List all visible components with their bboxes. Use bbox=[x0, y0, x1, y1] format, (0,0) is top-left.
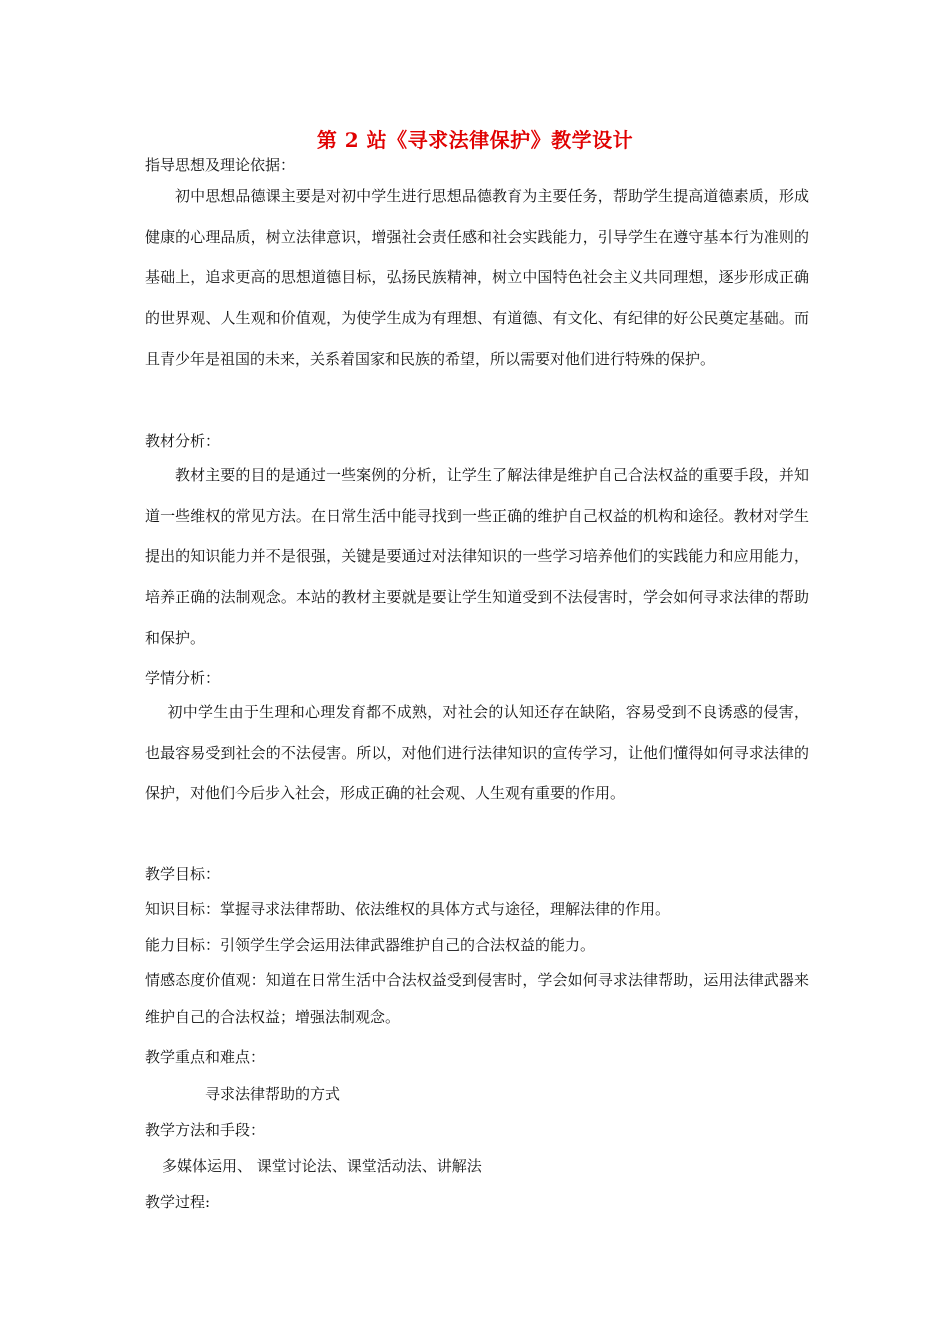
section-body-teaching-methods: 多媒体运用、 课堂讨论法、课堂活动法、讲解法 bbox=[162, 1157, 482, 1175]
objective-emotion-attitude-values: 情感态度价值观：知道在日常生活中合法权益受到侵害时，学会如何寻求法律帮助，运用法律武器来维护自己的合法权益；增强法制观念。 bbox=[145, 971, 809, 1026]
section-heading-key-difficult-points: 教学重点和难点： bbox=[145, 1048, 266, 1066]
section-heading-teaching-methods: 教学方法和手段： bbox=[145, 1121, 266, 1139]
section-heading-student-analysis: 学情分析： bbox=[145, 669, 221, 687]
objective-knowledge: 知识目标：掌握寻求法律帮助、依法维权的具体方式与途径，理解法律的作用。 bbox=[145, 900, 671, 918]
section-body-textbook-analysis: 教材主要的目的是通过一些案例的分析，让学生了解法律是维护自己合法权益的重要手段，并知道一些维权的常见方法。在日常生活中能寻找到一些正确的维护自己权益的机构和途径。教材对学生提出的知识能力并不是很强，关键是要通过对法律知识的一些学习培养他们的实践能力和应用能力，培养正确的法制观念。本站的教材主要就是要让学生知道受到不法侵害时，学会如何寻求法律的帮助和保护。 bbox=[145, 466, 809, 647]
section-body-key-difficult-points: 寻求法律帮助的方式 bbox=[205, 1085, 341, 1103]
document-title: 第 2 站《寻求法律保护》教学设计 bbox=[316, 128, 634, 152]
section-heading-guiding-ideology: 指导思想及理论依据： bbox=[145, 156, 296, 174]
section-body-guiding-ideology: 初中思想品德课主要是对初中学生进行思想品德教育为主要任务，帮助学生提高道德素质，形成健康的心理品质，树立法律意识，增强社会责任感和社会实践能力，引导学生在遵守基本行为准则的基础上，追求更高的思想道德目标，弘扬民族精神，树立中国特色社会主义共同理想，逐步形成正确的世界观、人生观和价值观，为使学生成为有理想、有道德、有文化、有纪律的好公民奠定基础。而且青少年是祖国的未来，关系着国家和民族的希望，所以需要对他们进行特殊的保护。 bbox=[145, 187, 809, 368]
section-heading-textbook-analysis: 教材分析： bbox=[145, 432, 221, 450]
section-heading-teaching-objectives: 教学目标： bbox=[145, 865, 221, 883]
objective-ability: 能力目标：引领学生学会运用法律武器维护自己的合法权益的能力。 bbox=[145, 936, 596, 954]
section-heading-teaching-process: 教学过程: bbox=[145, 1193, 211, 1211]
section-body-student-analysis: 初中学生由于生理和心理发育都不成熟，对社会的认知还存在缺陷，容易受到不良诱惑的侵害，也最容易受到社会的不法侵害。所以，对他们进行法律知识的宣传学习，让他们懂得如何寻求法律的保护，对他们今后步入社会，形成正确的社会观、人生观有重要的作用。 bbox=[145, 703, 809, 803]
